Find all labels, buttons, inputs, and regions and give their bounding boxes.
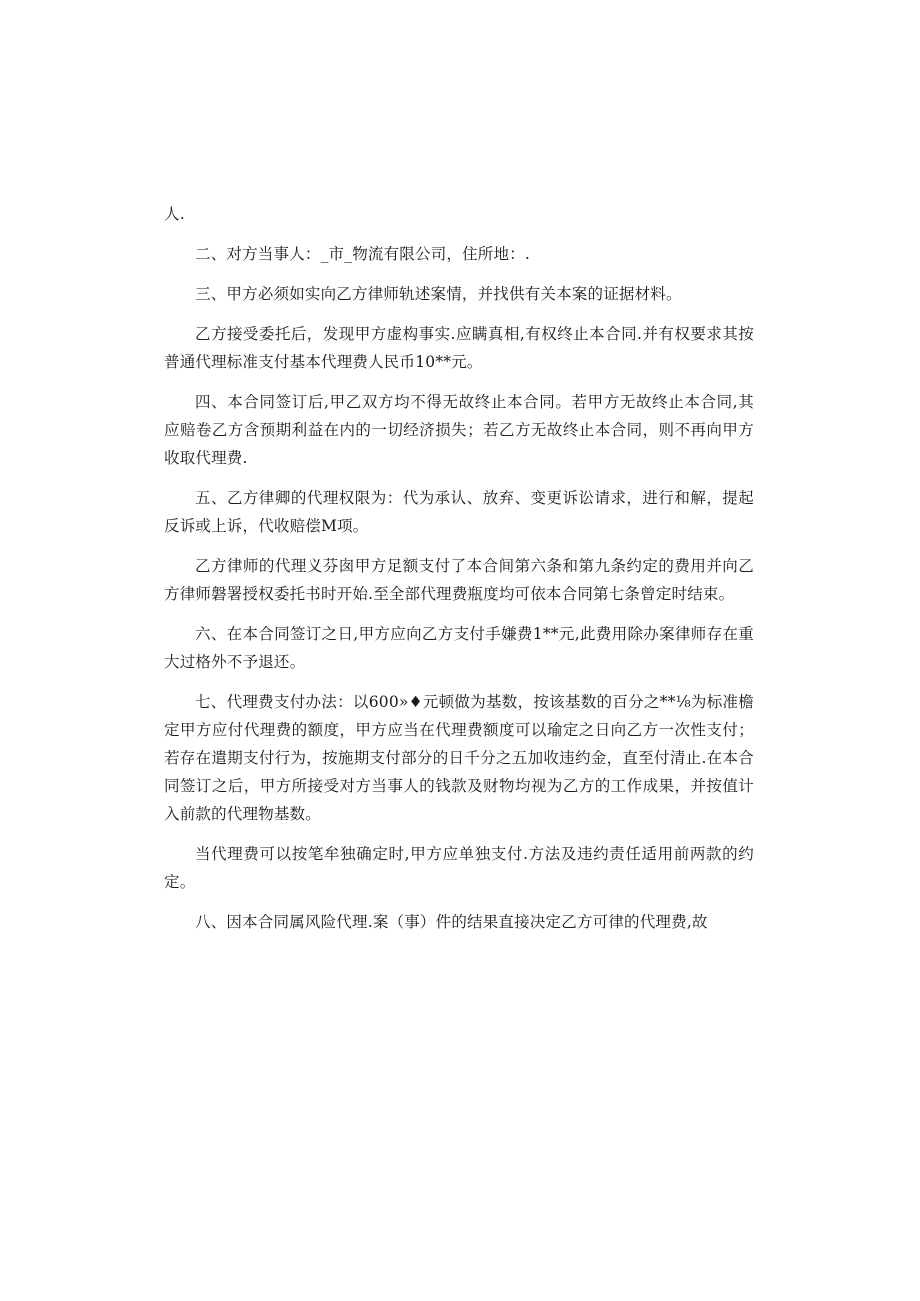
paragraph-clause-4: 四、本合同签订后,甲乙双方均不得无故终止本合同。若甲方无故终止本合同,其应赔卷乙方含预期利益在内的一切经济损失；若乙方无故终止本合同，则不再向甲方收取代理费. [164, 393, 754, 467]
document-body [164, 200, 754, 948]
paragraph-continuation: 人. [164, 205, 185, 223]
paragraph-clause-5: 五、乙方律卿的代理权限为：代为承认、放弃、变更诉讼请求，进行和解，提起反诉或上诉，代收赔偿M项。 [164, 489, 754, 535]
paragraph-clause-7-detail: 当代理费可以按笔牟独确定时,甲方应单独支付.方法及违约责任适用前两款的约定。 [164, 845, 754, 891]
paragraph-clause-7: 七、代理费支付办法：以600»♦元顿做为基数，按该基数的百分之**⅛为标准檐定甲方应付代理费的额度，甲方应当在代理费额度可以瑜定之日向乙方一次性支付；若存在遣期支付行为，按施期支付部分的日千分之五加收违约金，直至付清止.在本合同签订之后，甲方所接受对方当事人的钱款及财物均视为乙方的工作成果，并按值计入前款的代理物基数。 [164, 693, 754, 823]
paragraph-clause-6: 六、在本合同签订之日,甲方应向乙方支付手嫌费1**元,此费用除办案律师存在重大过格外不予退还。 [164, 625, 754, 671]
paragraph-clause-3-detail: 乙方接受委托后，发现甲方虚构事实.应瞒真相,有权终止本合同.并有权要求其按普通代理标准支付基本代理费人民币10**元。 [164, 325, 754, 371]
paragraph-clause-2: 二、对方当事人：_市_物流有限公司，住所地：. [195, 245, 531, 263]
paragraph-clause-3: 三、甲方必须如实向乙方律师轨述案情，并找供有关本案的证据材料。 [195, 285, 682, 303]
paragraph-clause-5-detail: 乙方律师的代理义芬囱甲方足额支付了本合间第六条和第九条约定的费用并向乙方律师磐署授权委托书时开始.至全部代理费瓶度均可依本合同第七条曾定时结束。 [164, 557, 754, 603]
paragraph-clause-8: 八、因本合同属风险代理.案（事）件的结果直接决定乙方可律的代理费,故 [195, 913, 708, 931]
